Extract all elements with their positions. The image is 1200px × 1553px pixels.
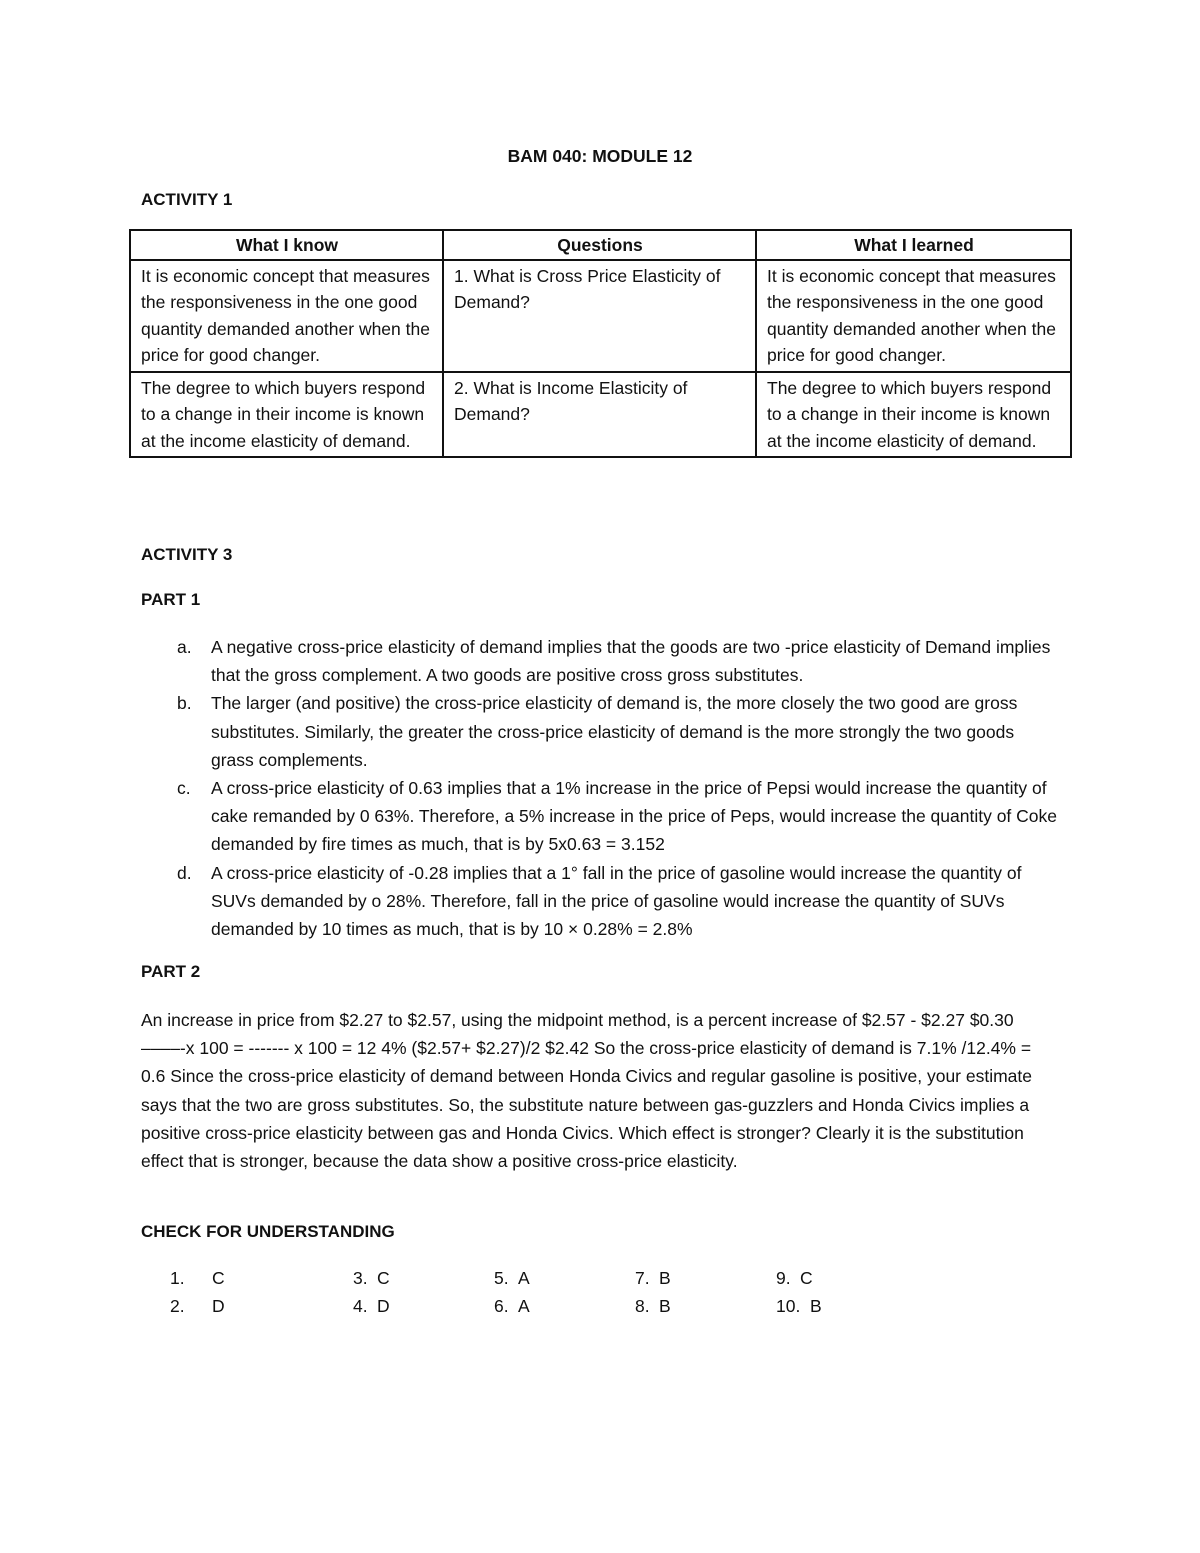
table-header-row [130,230,1071,260]
answer-number: 5. [494,1268,509,1288]
table-row [130,372,1071,458]
list-item [141,859,1061,944]
answer-item [635,1292,755,1320]
list-item-text: A cross-price elasticity of 0.63 implies that a 1% increase in the price of Pepsi would increase the quantity of cake remanded by 0 63%. Therefore, a 5% increase in the price of Peps, would increase the quantity of Coke demanded by fire times as much, that is by 5x0.63 = 3.152 [211,778,1057,855]
document-title: BAM 040: MODULE 12 [507,146,693,166]
answer-letter: D [212,1296,225,1316]
answer-item [494,1292,614,1320]
part2-heading: PART 2 [141,962,201,981]
table-cell: It is economic concept that measures the responsiveness in the one good quantity demanded another when the price for good changer. [756,260,1071,372]
part1-heading: PART 1 [141,590,201,609]
activity3-heading: ACTIVITY 3 [141,545,233,564]
answer-item [170,1264,290,1292]
answer-letter: A [518,1296,530,1316]
answer-number: 7. [635,1268,650,1288]
answer-number: 4. [353,1296,368,1316]
answer-number: 1. [170,1268,185,1288]
answer-item [776,1292,896,1320]
answer-item [776,1264,896,1292]
part1-list [141,633,1061,943]
answer-item [353,1264,473,1292]
answer-number: 2. [170,1296,185,1316]
list-marker: d. [177,862,192,883]
table-cell: The degree to which buyers respond to a change in their income is known at the income elasticity of demand. [130,372,443,458]
answer-number: 10. [776,1296,801,1316]
table-cell: The degree to which buyers respond to a change in their income is known at the income elasticity of demand. [756,372,1071,458]
part2-paragraph: An increase in price from $2.27 to $2.57, using the midpoint method, is a percent increase of $2.57 - $2.27 $0.30 ––––-x 100 = ------- x 100 = 12 4% ($2.57+ $2.27)/2 $2.42 So the cross-price elasticity of demand is 7.1% /12.4% = 0.6 Since the cross-price elasticity of demand between Honda Civics and regular gasoline is positive, your estimate says that the two are gross substitutes. So, the substitute nature between gas-guzzlers and Honda Civics implies a positive cross-price elasticity between gas and Honda Civics. Which effect is stronger? Clearly it is the substitution effect that is stronger, because the data show a positive cross-price elasticity. [141,1010,1033,1172]
table-cell: It is economic concept that measures the responsiveness in the one good quantity demanded another when the price for good changer. [130,260,443,372]
list-item-text: A negative cross-price elasticity of demand implies that the goods are two -price elasticity of Demand implies that the gross complement. A two goods are positive cross gross substitutes. [211,637,1051,686]
column-header-what-i-know: What I know [130,230,443,260]
list-marker: c. [177,778,191,799]
activity1-heading: ACTIVITY 1 [141,190,233,209]
answer-letter: B [659,1296,671,1316]
table-cell: 2. What is Income Elasticity of Demand? [443,372,756,458]
check-heading: CHECK FOR UNDERSTANDING [141,1222,395,1241]
answer-number: 8. [635,1296,650,1316]
table-row [130,260,1071,372]
answer-letter: A [518,1268,530,1288]
answer-item [494,1264,614,1292]
list-item [141,689,1061,774]
table-cell: 1. What is Cross Price Elasticity of Demand? [443,260,756,372]
list-item-text: The larger (and positive) the cross-price elasticity of demand is, the more closely the two good are gross substitutes. Similarly, the greater the cross-price elasticity of demand is the more strongly the two goods grass complements. [211,693,1018,770]
answer-item [635,1264,755,1292]
answer-letter: C [800,1268,813,1288]
list-item [141,774,1061,859]
answer-item [353,1292,473,1320]
answer-number: 9. [776,1268,791,1288]
column-header-questions: Questions [443,230,756,260]
list-item-text: A cross-price elasticity of -0.28 implies that a 1° fall in the price of gasoline would increase the quantity of SUVs demanded by o 28%. Therefore, fall in the price of gasoline would increase the quantity of SUVs demanded by 10 times as much, that is by 10 × 0.28% = 2.8% [211,862,1022,940]
answer-letter: D [377,1296,390,1316]
answer-letter: B [659,1268,671,1288]
column-header-what-i-learned: What I learned [756,230,1071,260]
list-marker: b. [177,693,192,714]
answer-item [170,1292,290,1320]
list-marker: a. [177,637,192,657]
answer-letter: B [810,1296,822,1316]
activity1-table [129,229,1072,458]
answer-letter: C [377,1268,390,1288]
answer-number: 3. [353,1268,368,1288]
answer-number: 6. [494,1296,509,1316]
answer-letter: C [212,1268,225,1288]
list-item [141,633,1061,689]
